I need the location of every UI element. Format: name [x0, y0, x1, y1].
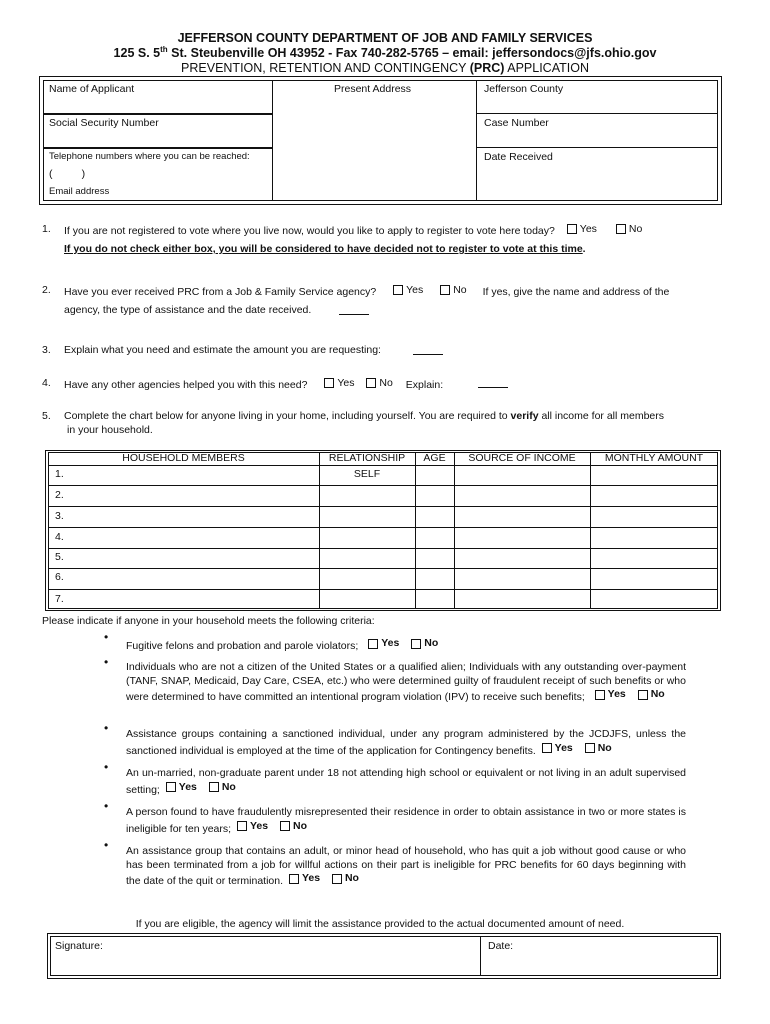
- criteria-6-yes-option[interactable]: Yes: [289, 872, 320, 886]
- criteria-5-yes-option[interactable]: Yes: [237, 820, 268, 834]
- date-label: Date:: [488, 940, 514, 952]
- col-header-members: HOUSEHOLD MEMBERS: [122, 452, 245, 464]
- criteria-1-no-option[interactable]: No: [411, 637, 438, 651]
- q3-question: Explain what you need and estimate the amount you are requesting:: [64, 344, 381, 356]
- county-label: Jefferson County: [484, 83, 564, 95]
- criteria-5-no-checkbox[interactable]: [280, 821, 290, 831]
- q4-number: 4.: [42, 377, 51, 389]
- row-divider: [48, 548, 718, 549]
- agency-title: JEFFERSON COUNTY DEPARTMENT OF JOB AND FAMILY SERVICES: [177, 31, 593, 45]
- date-received-label: Date Received: [484, 151, 553, 163]
- address-label: Present Address: [334, 83, 412, 95]
- criteria-2-yes-option[interactable]: Yes: [595, 688, 626, 702]
- criteria-1-no-checkbox[interactable]: [411, 639, 421, 649]
- criteria-item-3: Assistance groups containing a sanctioned individual, under any program administered by the JCDJFS, unless the sanctioned individual is employed at the time of the application for Contingency benefits. Yes No: [126, 728, 686, 757]
- q2-question: Have you ever received PRC from a Job & Family Service agency? Yes No If yes, give the name and address of the: [64, 284, 670, 298]
- criteria-1-yes-option[interactable]: Yes: [368, 637, 399, 651]
- q4-no-option[interactable]: No: [366, 376, 392, 390]
- row-divider: [48, 527, 718, 528]
- q1-number: 1.: [42, 223, 51, 235]
- present-address-field[interactable]: [273, 80, 477, 201]
- criteria-6-yes-checkbox[interactable]: [289, 874, 299, 884]
- col-header-age: AGE: [423, 452, 446, 464]
- q4-yes-checkbox[interactable]: [324, 378, 334, 388]
- criteria-item-1: Fugitive felons and probation and parole violators; Yes No: [126, 637, 439, 652]
- q2-yes-checkbox[interactable]: [393, 285, 403, 295]
- criteria-3-yes-checkbox[interactable]: [542, 743, 552, 753]
- q1-no-option[interactable]: No: [616, 222, 642, 236]
- criteria-2-no-checkbox[interactable]: [638, 690, 648, 700]
- row-divider: [48, 589, 718, 590]
- q1-yes-checkbox[interactable]: [567, 224, 577, 234]
- table-row-number: 7.: [55, 593, 64, 605]
- criteria-4-yes-checkbox[interactable]: [166, 782, 176, 792]
- signature-label: Signature:: [55, 940, 103, 952]
- row-divider: [48, 485, 718, 486]
- q2-no-checkbox[interactable]: [440, 285, 450, 295]
- q3-answer-line[interactable]: [413, 354, 443, 355]
- q4-explain-line[interactable]: [478, 387, 508, 388]
- bullet: •: [104, 630, 109, 644]
- q2-no-option[interactable]: No: [440, 283, 466, 297]
- table-row-number: 2.: [55, 489, 64, 501]
- phone-label: Telephone numbers where you can be reached:: [49, 151, 250, 162]
- criteria-item-2: Individuals who are not a citizen of the United States or a qualified alien; Individuals with any outstanding over-payment (TANF, SNAP, Medicaid, Day Care, CSEA, etc.) who were determined guilty of fraudulent receipt of such benefits or who were determined to have committed an intentional program violation (IPV) to receive such benefits; Yes No: [126, 661, 686, 703]
- criteria-4-yes-option[interactable]: Yes: [166, 781, 197, 795]
- bullet: •: [104, 799, 109, 813]
- q4-no-checkbox[interactable]: [366, 378, 376, 388]
- criteria-4-no-checkbox[interactable]: [209, 782, 219, 792]
- row-divider: [48, 568, 718, 569]
- eligibility-note: If you are eligible, the agency will limit the assistance provided to the actual documented amount of need.: [135, 918, 625, 930]
- criteria-3-no-option[interactable]: No: [585, 742, 612, 756]
- q2-followup: agency, the type of assistance and the date received.: [64, 304, 312, 316]
- agency-address: 125 S. 5th St. Steubenville OH 43952 - Fax 740-282-5765 – email: jeffersondocs@jfs.ohio.gov: [113, 44, 657, 60]
- applicant-name-label: Name of Applicant: [49, 83, 135, 95]
- criteria-item-5: A person found to have fraudulently misrepresented their residence in order to obtain assistance in two or more states is ineligible for ten years; Yes No: [126, 806, 686, 835]
- q2-number: 2.: [42, 284, 51, 296]
- table-row-number: 4.: [55, 531, 64, 543]
- bullet: •: [104, 760, 109, 774]
- col-header-income-source: SOURCE OF INCOME: [468, 452, 576, 464]
- criteria-intro: Please indicate if anyone in your household meets the following criteria:: [42, 615, 375, 627]
- criteria-3-no-checkbox[interactable]: [585, 743, 595, 753]
- q4-question: Have any other agencies helped you with this need? Yes No Explain:: [64, 377, 444, 391]
- q1-no-checkbox[interactable]: [616, 224, 626, 234]
- criteria-item-4: An un-married, non-graduate parent under 18 not attending high school or equivalent or not living in an adult supervised setting; Yes No: [126, 767, 686, 796]
- q1-yes-option[interactable]: Yes: [567, 222, 597, 236]
- q1-question: If you are not registered to vote where you live now, would you like to apply to register to vote here today? Yes No: [64, 223, 643, 237]
- phone-area-code: ( ): [49, 168, 86, 180]
- q5-number: 5.: [42, 410, 51, 422]
- q5-question: Complete the chart below for anyone living in your home, including yourself. You are required to verify all income for all members: [64, 410, 665, 422]
- bullet: •: [104, 655, 109, 669]
- q3-number: 3.: [42, 344, 51, 356]
- bullet: •: [104, 721, 109, 735]
- bullet: •: [104, 838, 109, 852]
- table-row-number: 3.: [55, 510, 64, 522]
- header-divider: [48, 465, 718, 466]
- criteria-4-no-option[interactable]: No: [209, 781, 236, 795]
- signature-field[interactable]: [50, 936, 481, 976]
- col-divider: [590, 452, 591, 609]
- q5-question-cont: in your household.: [67, 424, 153, 436]
- col-header-monthly-amount: MONTHLY AMOUNT: [604, 452, 704, 464]
- form-title: PREVENTION, RETENTION AND CONTINGENCY (PRC) APPLICATION: [181, 61, 589, 75]
- email-label: Email address: [49, 186, 110, 197]
- ssn-label: Social Security Number: [49, 117, 159, 129]
- criteria-6-no-checkbox[interactable]: [332, 874, 342, 884]
- table-row-relationship: SELF: [353, 468, 381, 480]
- q2-answer-line[interactable]: [339, 314, 369, 315]
- criteria-1-yes-checkbox[interactable]: [368, 639, 378, 649]
- col-header-relationship: RELATIONSHIP: [328, 452, 406, 464]
- criteria-item-6: An assistance group that contains an adult, or minor head of household, who has quit a job without good cause or who has been terminated from a job for willful actions on their part is ineligible for PRC benefits for 60 days beginning with the date of the quit or termination. Yes No: [126, 845, 686, 887]
- criteria-3-yes-option[interactable]: Yes: [542, 742, 573, 756]
- q1-note: If you do not check either box, you will be considered to have decided not to register to vote at this time.: [64, 243, 586, 255]
- table-row-number: 6.: [55, 571, 64, 583]
- table-row-number: 1.: [55, 468, 64, 480]
- criteria-5-no-option[interactable]: No: [280, 820, 307, 834]
- table-row-number: 5.: [55, 551, 64, 563]
- criteria-5-yes-checkbox[interactable]: [237, 821, 247, 831]
- criteria-2-yes-checkbox[interactable]: [595, 690, 605, 700]
- q2-yes-option[interactable]: Yes: [393, 283, 423, 297]
- q4-yes-option[interactable]: Yes: [324, 376, 354, 390]
- row-divider: [48, 506, 718, 507]
- criteria-2-no-option[interactable]: No: [638, 688, 665, 702]
- col-divider: [415, 452, 416, 609]
- case-number-label: Case Number: [484, 117, 549, 129]
- criteria-6-no-option[interactable]: No: [332, 872, 359, 886]
- date-field[interactable]: [481, 936, 718, 976]
- col-divider: [454, 452, 455, 609]
